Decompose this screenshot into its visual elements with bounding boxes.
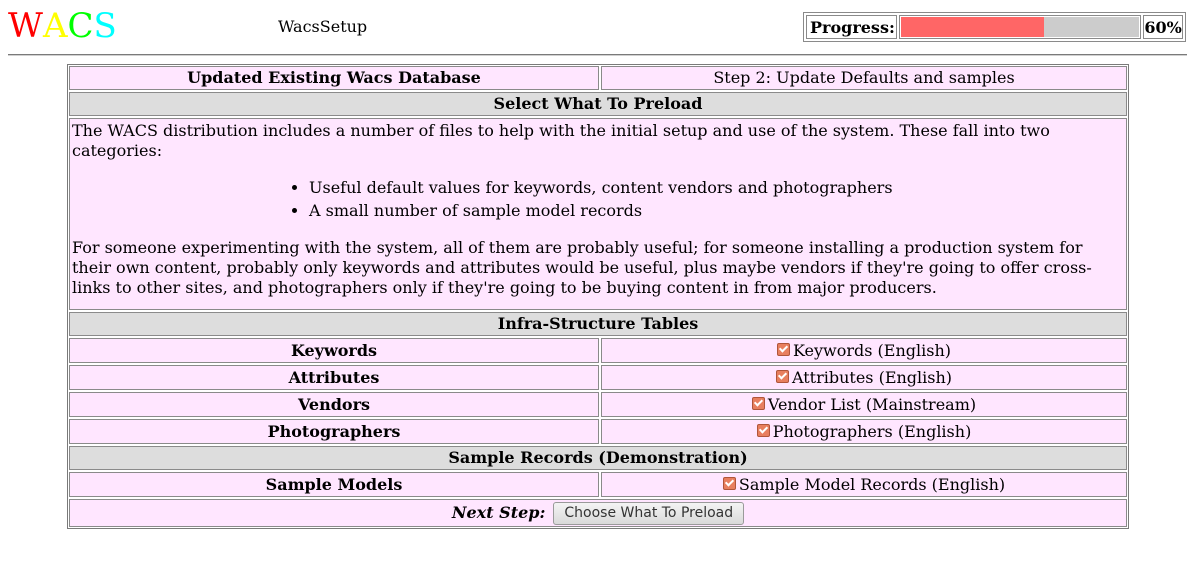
- section-header-select: Select What To Preload: [69, 92, 1127, 116]
- logo-letter-s: S: [93, 6, 117, 46]
- logo-letter-a: A: [42, 6, 68, 46]
- option-vendors[interactable]: [601, 392, 1127, 417]
- checkbox-vendors[interactable]: [752, 397, 765, 410]
- app-title: WacsSetup: [278, 17, 368, 36]
- list-item: • A small number of sample model records: [309, 201, 1124, 221]
- next-step-label: Next Step:: [451, 503, 546, 522]
- progress-bar-fill: [901, 17, 1044, 37]
- option-photographers[interactable]: [601, 419, 1127, 444]
- option-label: Attributes (English): [791, 367, 953, 387]
- option-attributes[interactable]: [601, 365, 1127, 390]
- wacs-logo: [8, 6, 117, 46]
- option-sample-models[interactable]: [601, 472, 1127, 497]
- progress-indicator: [803, 12, 1186, 42]
- option-label: Vendor List (Mainstream): [767, 394, 977, 414]
- logo-letter-c: C: [67, 6, 94, 46]
- row-label-photographers: Photographers: [69, 419, 599, 444]
- section-header-infra: Infra-Structure Tables: [69, 312, 1127, 336]
- option-label: Photographers (English): [772, 421, 972, 441]
- checkbox-sample-models[interactable]: [723, 477, 736, 490]
- row-label-attributes: Attributes: [69, 365, 599, 390]
- intro-text: The WACS distribution includes a number of files to help with the initial setup and use of the system. These fall into two categories:: [72, 121, 1050, 160]
- option-keywords[interactable]: [601, 338, 1127, 363]
- next-step-row: [69, 499, 1127, 527]
- list-item: • Useful default values for keywords, content vendors and photographers: [309, 178, 1124, 198]
- row-label-sample-models: Sample Models: [69, 472, 599, 497]
- checkbox-photographers[interactable]: [757, 424, 770, 437]
- header-divider: [8, 54, 1187, 56]
- section-header-samples: Sample Records (Demonstration): [69, 446, 1127, 470]
- progress-label: Progress:: [806, 15, 897, 39]
- row-label-vendors: Vendors: [69, 392, 599, 417]
- option-label: Keywords (English): [792, 340, 951, 360]
- description-block: [69, 118, 1127, 310]
- choose-what-to-preload-button[interactable]: Choose What To Preload: [553, 502, 744, 525]
- category-list: [292, 178, 1124, 221]
- option-label: Sample Model Records (English): [738, 474, 1006, 494]
- progress-percent: 60%: [1143, 15, 1183, 39]
- logo-letter-w: W: [8, 6, 43, 46]
- progress-track: [899, 15, 1142, 39]
- outro-text: For someone experimenting with the system, all of them are probably useful; for someone installing a production system for their own content, probably only keywords and attributes would be useful, plus maybe vendors if they're going to offer cross-links to other sites, and photographers only if they're going to be buying content in from major producers.: [72, 238, 1092, 297]
- checkbox-keywords[interactable]: [777, 343, 790, 356]
- setup-table: [67, 64, 1129, 529]
- status-message: Updated Existing Wacs Database: [69, 66, 599, 90]
- step-indicator: Step 2: Update Defaults and samples: [601, 66, 1127, 90]
- row-label-keywords: Keywords: [69, 338, 599, 363]
- checkbox-attributes[interactable]: [776, 370, 789, 383]
